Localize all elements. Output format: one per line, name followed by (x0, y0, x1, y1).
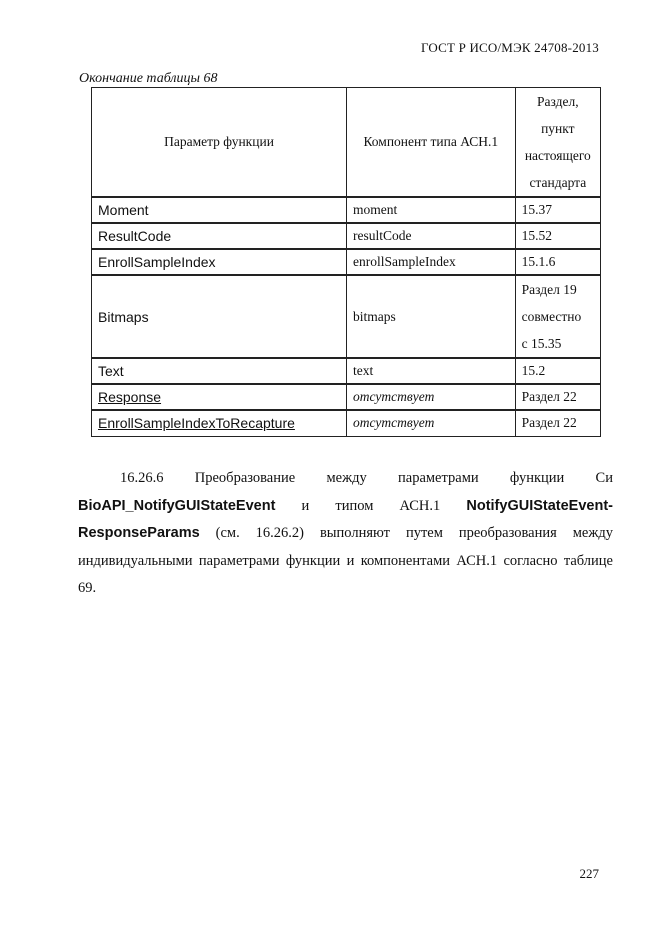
table-row (92, 197, 601, 223)
table-row (92, 223, 601, 249)
param-name: Response (92, 384, 347, 410)
table-row (92, 358, 601, 384)
param-name: Text (92, 358, 347, 384)
page-number: 227 (579, 866, 599, 881)
param-name: Bitmaps (92, 275, 347, 358)
section-ref: Раздел 19 совместно с 15.35 (515, 275, 600, 358)
asn-component: moment (347, 197, 516, 223)
table-row (92, 275, 601, 358)
table-row (92, 384, 601, 410)
page-header: ГОСТ Р ИСО/МЭК 24708-2013 (420, 40, 599, 55)
paragraph-text: 16.26.6 Преобразование между параметрами функции Си (120, 470, 613, 486)
section-ref: Раздел 22 (515, 384, 600, 410)
section-ref: 15.2 (515, 358, 600, 384)
column-header-asn: Компонент типа АСН.1 (347, 88, 516, 198)
asn-component: отсутствует (347, 384, 516, 410)
asn-component: enrollSampleIndex (347, 249, 516, 275)
table-header-row (92, 88, 601, 198)
table-row (92, 410, 601, 436)
function-name: BioAPI_NotifyGUIStateEvent (78, 497, 276, 514)
asn-component: отсутствует (347, 410, 516, 436)
table-row (92, 249, 601, 275)
parameters-table (91, 87, 601, 437)
section-ref: 15.1.6 (515, 249, 600, 275)
column-header-section: Раздел, пункт настоящего стандарта (515, 88, 600, 198)
asn-component: resultCode (347, 223, 516, 249)
paragraph-text: (см. 16.26.2) выполняют путем преобразования между индивидуальными параметрами функции и компонентами АСН.1 согласно таблице 69. (78, 525, 613, 596)
param-name: EnrollSampleIndexToRecapture (92, 410, 347, 436)
section-ref: 15.52 (515, 223, 600, 249)
asn-type-name: NotifyGUIStateEvent-ResponseParams (78, 497, 613, 541)
asn-component: text (347, 358, 516, 384)
body-paragraph (78, 465, 613, 603)
table-caption: Окончание таблицы 68 (79, 71, 218, 86)
param-name: EnrollSampleIndex (92, 249, 347, 275)
param-name: ResultCode (92, 223, 347, 249)
asn-component: bitmaps (347, 275, 516, 358)
paragraph-text: и типом АСН.1 (275, 497, 467, 514)
section-ref: 15.37 (515, 197, 600, 223)
column-header-param: Параметр функции (92, 88, 347, 198)
section-ref: Раздел 22 (515, 410, 600, 436)
param-name: Moment (92, 197, 347, 223)
